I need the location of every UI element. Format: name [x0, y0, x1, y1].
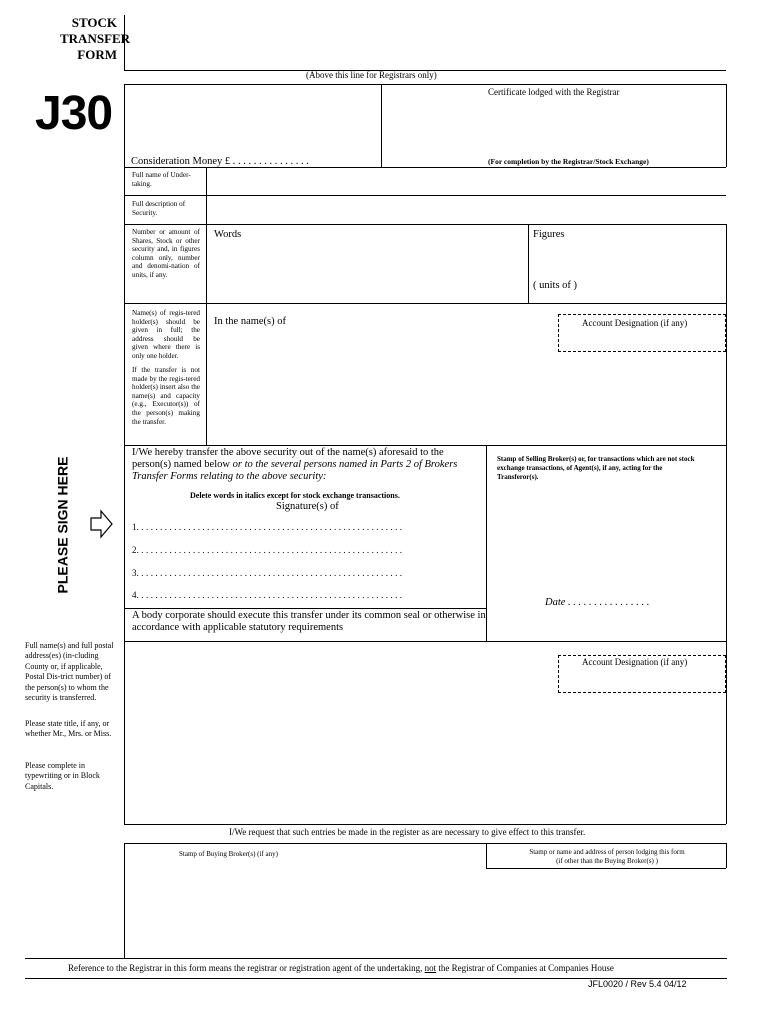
form-title-line-2: TRANSFER — [60, 31, 131, 46]
signature-stamp-divider — [486, 445, 487, 641]
holders-bottom-rule — [124, 445, 726, 446]
registrar-box-divider — [381, 84, 382, 167]
certificate-lodged-label: Certificate lodged with the Registrar — [488, 87, 620, 97]
transferee-account-designation-label: Account Designation (if any) — [582, 657, 688, 667]
holders-right-border — [726, 303, 727, 445]
registrar-completion-note: (For completion by the Registrar/Stock Exchange) — [488, 157, 649, 166]
stamp-right-border — [726, 843, 727, 868]
date-field[interactable]: Date . . . . . . . . . . . . . . . . — [545, 597, 650, 608]
stamp-buying-broker-label: Stamp of Buying Broker(s) (if any) — [179, 850, 278, 858]
form-title-line-1: STOCK — [71, 15, 117, 30]
footer-top-rule — [25, 958, 727, 959]
reference-note — [68, 964, 614, 974]
registrar-box-right-border — [726, 84, 727, 167]
reference-after: the Registrar of Companies at Companies House — [438, 963, 614, 973]
account-designation-label: Account Designation (if any) — [582, 318, 688, 328]
transferee-right-border — [726, 641, 727, 824]
signature-bottom-rule — [124, 608, 486, 609]
account-designation-box[interactable] — [558, 314, 726, 352]
signature-line-1[interactable]: 1. . . . . . . . . . . . . . . . . . . . . . . . . . . . . . . . . . . . . . . . . . . . . . . . . . . . . . . . . — [132, 522, 403, 532]
security-bottom-rule — [124, 224, 726, 225]
label-column-divider — [206, 167, 207, 445]
stamp-selling-broker-label: Stamp of Selling Broker(s) or, for transactions which are not stock exchange transactions, of Agent(s), if any, acting for the Transferor(s). — [497, 455, 695, 481]
please-sign-here: PLEASE SIGN HERE — [54, 456, 71, 594]
reference-before: Reference to the Registrar in this form means the registrar or registration agent of the undertaking, — [68, 963, 423, 973]
stamp-lodging-line-1: Stamp or name and address of person lodging this form — [529, 848, 685, 856]
amount-label: Number or amount of Shares, Stock or other security and, in figures column only, number and denomi-nation of units, if any. — [132, 228, 200, 279]
revision-code: JFL0020 / Rev 5.4 04/12 — [588, 979, 687, 989]
figures-label: Figures — [533, 229, 565, 240]
header-divider-vertical — [124, 15, 125, 70]
amount-bottom-rule — [124, 303, 726, 304]
amount-words-input[interactable] — [208, 244, 526, 302]
stamp-lodging-label — [488, 848, 726, 866]
hollow-right-arrow-icon — [90, 509, 114, 539]
lodging-stamp-area[interactable] — [490, 871, 722, 954]
amount-figures-input[interactable] — [530, 244, 724, 276]
holders-input[interactable] — [212, 332, 552, 440]
consideration-money-field[interactable]: Consideration Money £ . . . . . . . . . . . . . . . — [131, 156, 309, 167]
signature-line-4[interactable]: 4. . . . . . . . . . . . . . . . . . . . . . . . . . . . . . . . . . . . . . . . . . . . . . . . . . . . . . . . . — [132, 590, 403, 600]
words-figures-divider — [528, 224, 529, 303]
words-label: Words — [214, 229, 242, 240]
form-title-line-3: FORM — [77, 47, 117, 62]
security-label: Full description of Security. — [132, 200, 186, 217]
capacity-label: If the transfer is not made by the regis-tered holder(s) insert also the name(s) and capacity (e.g., Executor(s)) of the person(s) making the transfer. — [132, 366, 200, 426]
delete-words-note: Delete words in italics except for stock exchange transactions. — [190, 491, 400, 500]
transfer-statement-italic: or to the several persons named in Parts 2 of Brokers Transfer Forms relating to the above security: — [132, 459, 458, 482]
security-input[interactable] — [208, 196, 724, 223]
amount-right-border — [726, 224, 727, 303]
holders-label: Name(s) of regis-tered holder(s) should be given in full; the address should be given where there is only one holder. — [132, 309, 200, 360]
transfer-right-border — [726, 445, 727, 641]
units-of-label: ( units of ) — [533, 280, 578, 291]
reference-not: not — [424, 963, 437, 973]
transfer-statement — [132, 447, 484, 483]
undertaking-input[interactable] — [208, 168, 724, 194]
block-capitals-label: Please complete in typewriting or in Block Capitals. — [25, 761, 100, 791]
body-corporate-note: A body corporate should execute this transfer under its common seal or otherwise in accordance with applicable statutory requirements — [132, 610, 486, 633]
request-bottom-rule — [124, 843, 726, 844]
signature-line-3[interactable]: 3. . . . . . . . . . . . . . . . . . . . . . . . . . . . . . . . . . . . . . . . . . . . . . . . . . . . . . . . . — [132, 568, 403, 578]
transferee-bottom-rule — [124, 824, 726, 825]
registrars-only-note: (Above this line for Registrars only) — [306, 70, 437, 80]
transfer-statement-plain: I/We hereby transfer the above security out of the name(s) aforesaid to the person(s) named below — [132, 447, 444, 470]
undertaking-label: Full name of Under-taking. — [132, 171, 191, 188]
form-code: J30 — [35, 87, 113, 140]
buying-broker-stamp-area[interactable] — [128, 862, 480, 954]
full-names-label: Full name(s) and full postal address(es) (in-cluding County or, if applicable, Postal Dis-trict number) of the person(s) to whom the security is transferred. — [25, 641, 114, 703]
transferee-account-designation-box[interactable] — [558, 655, 726, 693]
in-the-names-of-label: In the name(s) of — [214, 316, 287, 327]
stamp-lodging-line-2: (if other than the Buying Broker(s) ) — [556, 857, 658, 865]
signatures-label: Signature(s) of — [276, 501, 339, 512]
request-entries-statement: I/We request that such entries be made in the register as are necessary to give effect to this transfer. — [229, 827, 586, 837]
signature-line-2[interactable]: 2. . . . . . . . . . . . . . . . . . . . . . . . . . . . . . . . . . . . . . . . . . . . . . . . . . . . . . . . . — [132, 545, 403, 555]
transferee-input[interactable] — [128, 645, 552, 820]
stamp-left-border — [124, 843, 125, 958]
form-title — [60, 15, 131, 63]
state-title-label: Please state title, if any, or whether Mr., Mrs. or Miss. — [25, 719, 112, 739]
stamp-lodging-bottom-rule — [486, 868, 726, 869]
stamp-divider — [486, 843, 487, 868]
transfer-bottom-rule — [124, 641, 726, 642]
registrar-top-rule — [124, 84, 726, 85]
